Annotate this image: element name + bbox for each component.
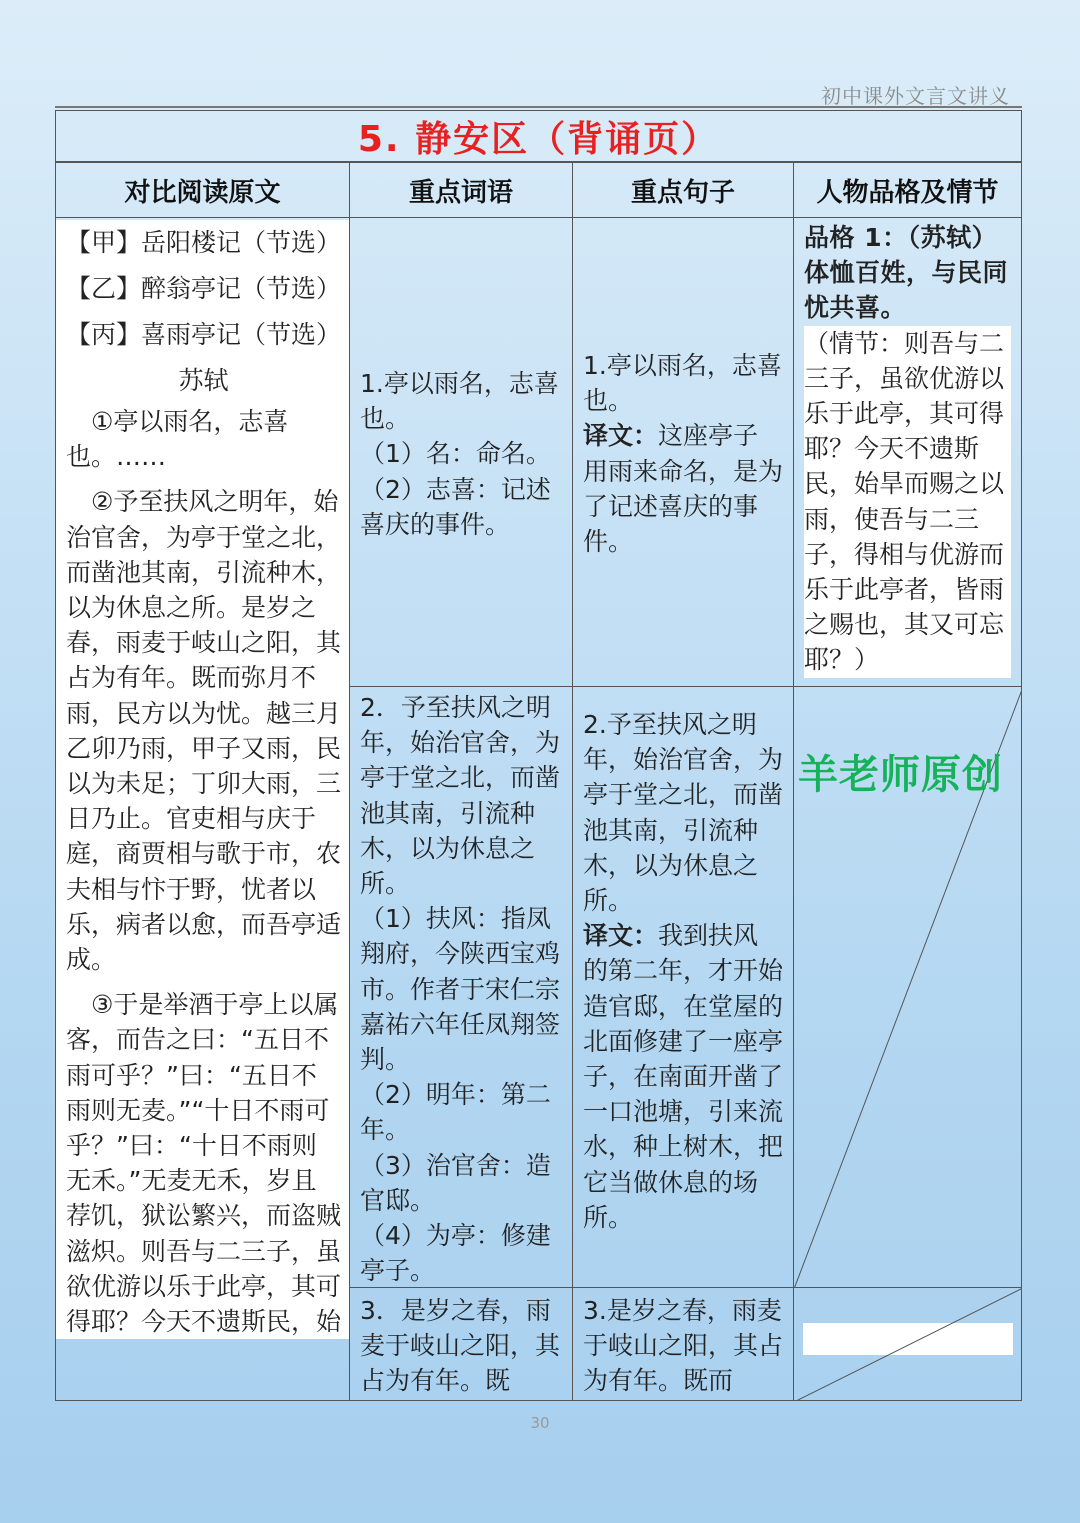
character-plot: （情节：则吾与二三子，虽欲优游以乐于此亭，其可得耶？今天不遗斯民，始旱而赐之以雨，使吾与二三子，得相与优游而乐于此亭者，皆雨之赐也，其又可忘耶？） [804, 326, 1011, 678]
words-cell-1 [349, 217, 573, 687]
sentences-cell-1 [572, 217, 794, 687]
diagonal-line-2 [794, 1288, 1022, 1401]
column-header-character: 人物品格及情节 [793, 162, 1022, 218]
table-title: 5. 静安区（背诵页） [55, 110, 1022, 162]
author-stamp: 羊老师原创 [798, 752, 1003, 798]
sentence-2-label: 译文： [583, 921, 659, 951]
column-header-sentences: 重点句子 [572, 162, 794, 218]
words-item-3: 3．是岁之春，雨麦于岐山之阳，其占为有年。既 [360, 1296, 561, 1396]
words-cell-3 [349, 1287, 573, 1401]
source-yi: 【乙】醉翁亭记（节选） [66, 274, 342, 303]
source-jia: 【甲】岳阳楼记（节选） [66, 228, 342, 257]
author-name: 苏轼 [178, 366, 229, 395]
sentence-3-text: 3.是岁之春，雨麦于岐山之阳，其占为有年。既而 [583, 1296, 784, 1396]
sentences-cell-2 [572, 686, 794, 1288]
sentence-2-translation: 我到扶风的第二年，才开始造官邸，在堂屋的北面修建了一座亭子，在南面开凿了一口池塘，引来流水，种上树木，把它当做休息的场所。 [583, 921, 784, 1232]
sentences-cell-3 [572, 1287, 794, 1401]
sentence-1-text: 1.亭以雨名，志喜也。 [583, 351, 782, 416]
words-item-2: 2．予至扶风之明年，始治官舍，为亭于堂之北，而凿池其南，引流种木，以为休息之所。 （1）扶风：指凤翔府，今陕西宝鸡市。作者于宋仁宗嘉祐六年任凤翔签判。 （2）明年：第二年。 （3）治官舍：造官邸。 （4）为亭：修建亭子。 [360, 693, 561, 1286]
words-item-1: 1.亭以雨名，志喜也。 （1）名：命名。 （2）志喜：记述喜庆的事件。 [360, 369, 559, 539]
paragraph-2: ②予至扶风之明年，始治官舍，为亭于堂之北，而凿池其南，引流种木，以为休息之所。是岁之春，雨麦于岐山之阳，其占为有年。既而弥月不雨，民方以为忧。越三月乙卯乃雨，甲子又雨，民以为未足；丁卯大雨，三日乃止。官吏相与庆于庭，商贾相与歌于市，农夫相与忭于野，忧者以乐，病者以愈，而吾亭适成。 [66, 487, 342, 975]
paragraph-3: ③于是举酒于亭上以属客，而告之曰：“五日不雨可乎？”曰：“五日不雨则无麦。”“十日不雨可乎？”曰：“十日不雨则无禾。”无麦无禾，岁且荐饥，狱讼繁兴，而盗贼滋炽。则吾与二三子，虽欲优游以乐于此亭，其可得耶？今天不遗斯民，始 [66, 990, 342, 1337]
source-bing: 【丙】喜雨亭记（节选） [66, 320, 342, 349]
header-divider [55, 106, 1022, 108]
words-cell-2 [349, 686, 573, 1288]
paragraph-1: ①亭以雨名，志喜也。…… [66, 407, 289, 472]
character-trait-title: 品格 1：（苏轼）体恤百姓，与民同忧共喜。 [804, 223, 1009, 323]
character-cell-3 [793, 1287, 1022, 1401]
header-title: 初中课外文言文讲义 [821, 84, 1010, 108]
sentence-2-text: 2.予至扶风之明年，始治官舍，为亭于堂之北，而凿池其南，引流种木，以为休息之所。 [583, 710, 784, 916]
character-cell-1 [793, 217, 1022, 687]
character-cell-2 [793, 686, 1022, 1288]
column-header-words: 重点词语 [349, 162, 573, 218]
column-header-original: 对比阅读原文 [55, 162, 350, 218]
page-number: 30 [530, 1414, 550, 1432]
original-text-cell [55, 217, 350, 1401]
sentence-1-label: 译文： [583, 421, 659, 451]
sentence-1-translation: 这座亭子用雨来命名，是为了记述喜庆的事件。 [583, 421, 784, 557]
